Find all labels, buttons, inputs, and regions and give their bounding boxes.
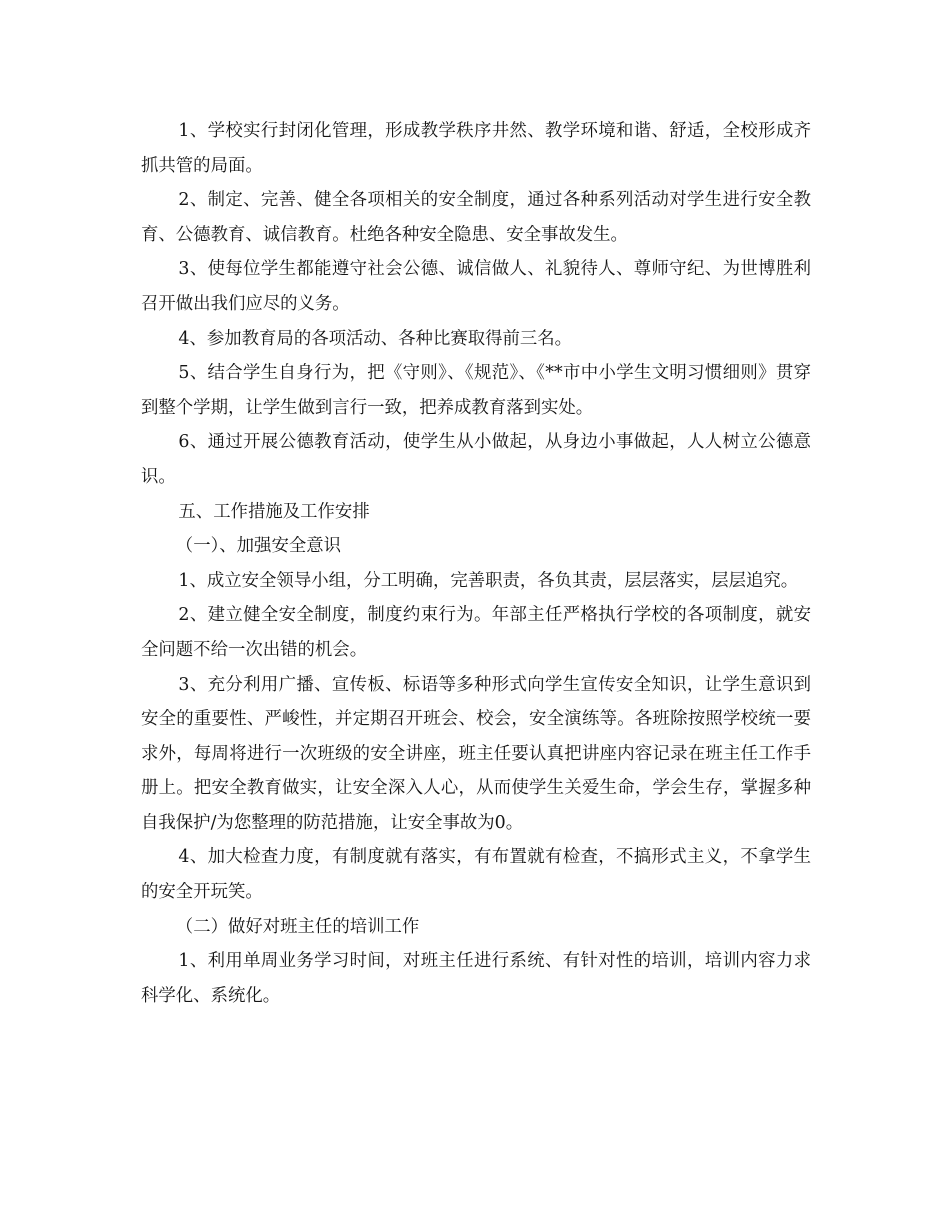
- paragraph-goal-3: 3、使每位学生都能遵守社会公德、诚信做人、礼貌待人、尊师守纪、为世博胜利召开做出我们应尽的义务。: [141, 259, 811, 314]
- paragraph-safety-1: 1、成立安全领导小组，分工明确，完善职责，各负其责，层层落实，层层追究。: [178, 570, 799, 591]
- paragraph-goal-6: 6、通过开展公德教育活动，使学生从小做起，从身边小事做起，人人树立公德意识。: [141, 432, 811, 487]
- paragraph-goal-1: 1、学校实行封闭化管理，形成教学秩序井然、教学环境和谐、舒适，全校形成齐抓共管的局面。: [141, 121, 811, 176]
- paragraph-safety-4: 4、加大检查力度，有制度就有落实，有布置就有检查，不搞形式主义，不拿学生的安全开玩笑。: [141, 847, 811, 903]
- paragraph-safety-3: 3、充分利用广播、宣传板、标语等多种形式向学生宣传安全知识，让学生意识到安全的重要性、严峻性，并定期召开班会、校会，安全演练等。各班除按照学校统一要求外，每周将进行一次班级的安全讲座，班主任要认真把讲座内容记录在班主任工作手册上。把安全教育做实，让安全深入人心，从而使学生关爱生命，学会生存，掌握多种自我保护/为您整理的防范措施，让安全事故为0。: [141, 674, 811, 833]
- subsection-heading-1: （一）、加强安全意识: [175, 536, 342, 557]
- paragraph-goal-4: 4、参加教育局的各项活动、各种比赛取得前三名。: [178, 328, 573, 349]
- subsection-heading-2: （二）做好对班主任的培训工作: [175, 916, 420, 937]
- section-heading: 五、工作措施及工作安排: [178, 501, 370, 522]
- paragraph-safety-2: 2、建立健全安全制度，制度约束行为。年部主任严格执行学校的各项制度，就安全问题不给一次出错的机会。: [141, 605, 811, 660]
- paragraph-goal-5: 5、结合学生自身行为，把《守则》、《规范》、《**市中小学生文明习惯细则》贯穿到整个学期，让学生做到言行一致，把养成教育落到实处。: [141, 363, 811, 418]
- paragraph-training-1: 1、利用单周业务学习时间，对班主任进行系统、有针对性的培训，培训内容力求科学化、系统化。: [141, 951, 811, 1006]
- paragraph-goal-2: 2、制定、完善、健全各项相关的安全制度，通过各种系列活动对学生进行安全教育、公德教育、诚信教育。杜绝各种安全隐患、安全事故发生。: [141, 190, 811, 245]
- document-body: [141, 114, 811, 1013]
